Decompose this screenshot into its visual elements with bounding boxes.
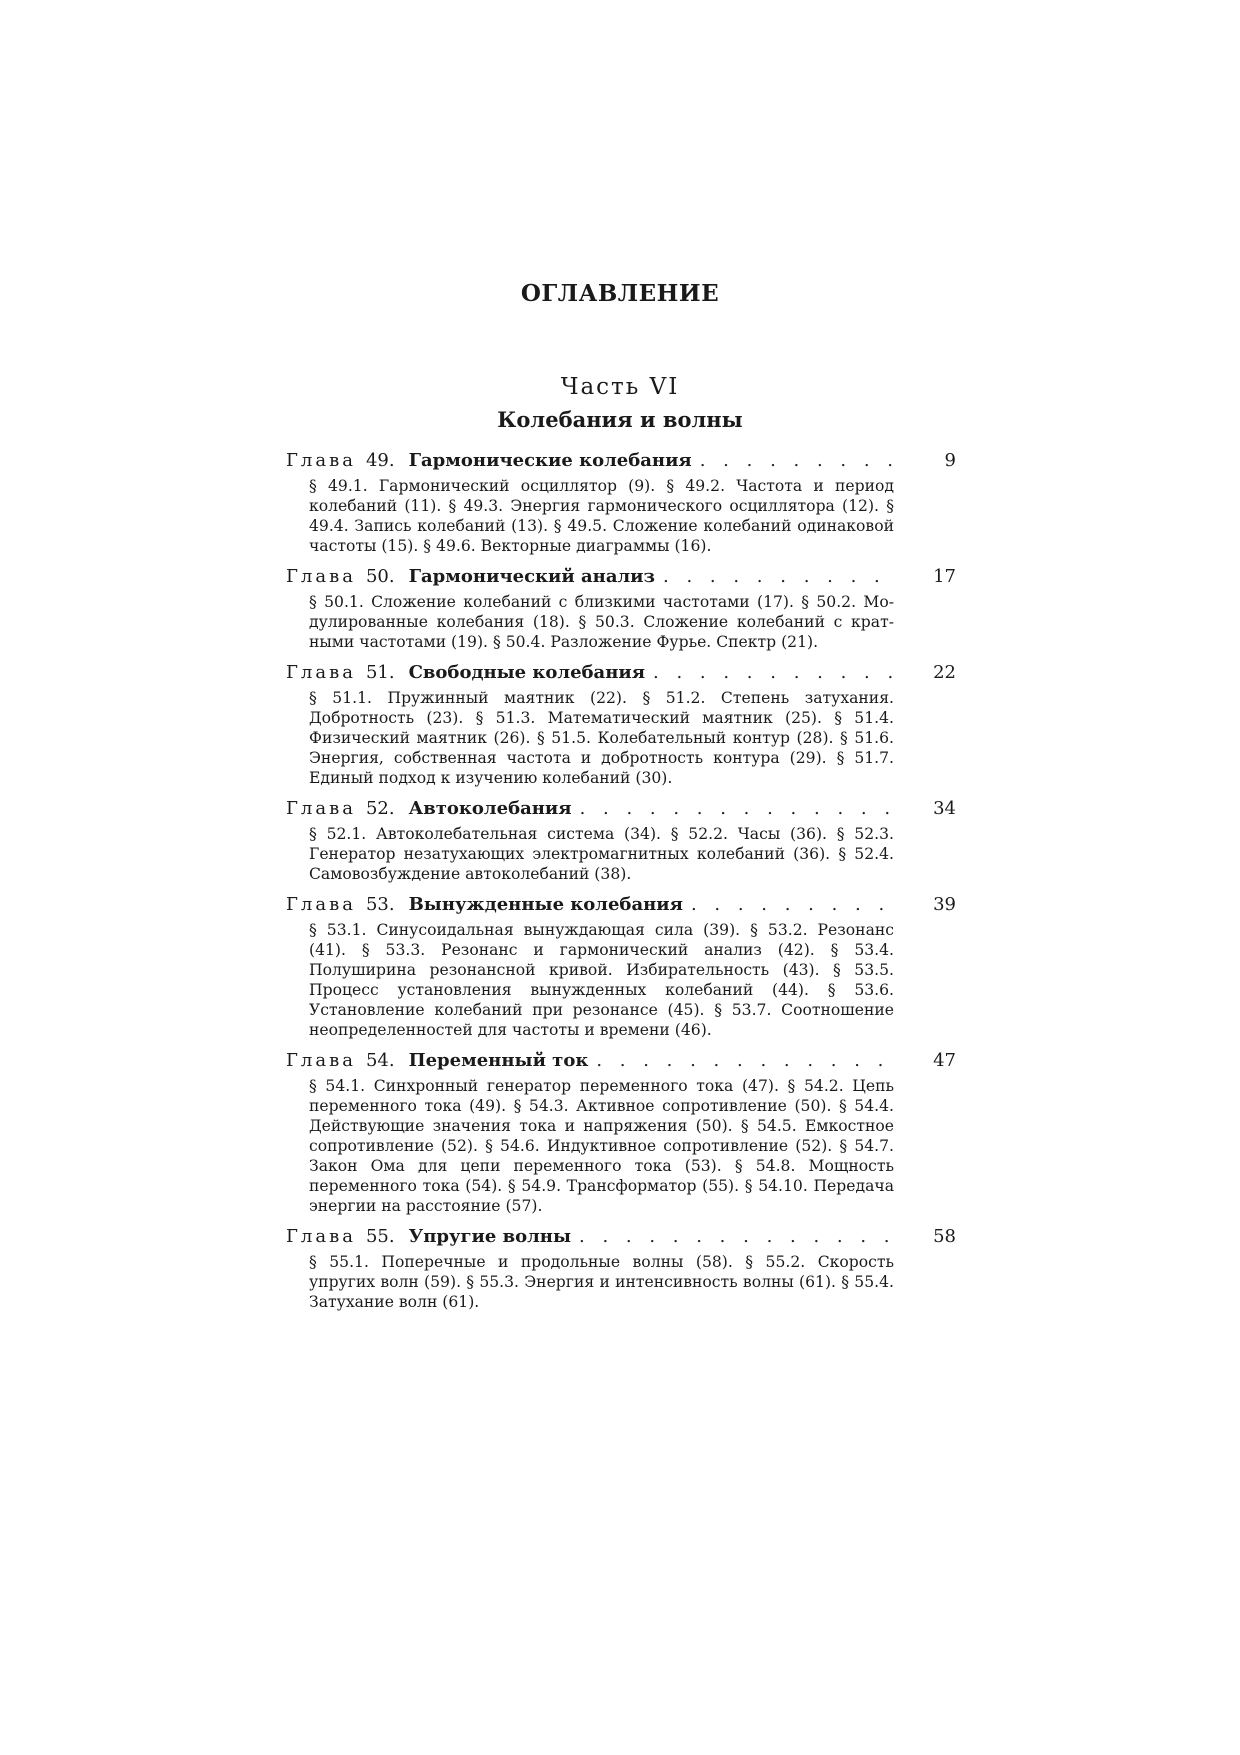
section-list: § 49.1. Гармонический осциллятор (9). § 49.2. Частота и период колебаний (11). § 49.3. Энергия гармонического осциллятора (12). § 49.4. Запись колебаний (13). § 49.5. Сложение колебаний одинаковой частоты (15). § 49.6. Векторные диаграммы (16). xyxy=(309,477,894,555)
chapter-title: Свободные колебания xyxy=(408,662,646,683)
table-of-contents xyxy=(286,448,956,1320)
section-list: § 54.1. Синхронный генератор переменного тока (47). § 54.2. Цепь переменного тока (49). § 54.3. Активное сопротивление (50). § 54.4. Действующие значения тока и напряжения (50). § 54.5. Емкостное сопротивление (52). § 54.6. Индуктивное сопротивление (52). § 54.7. Закон Ома для цепи переменного тока (53). § 54.8. Мощность переменного тока (54). § 54.9. Трансформатор (55). § 54.10. Передача энергии на расстояние (57). xyxy=(309,1077,894,1215)
chapter-heading[interactable] xyxy=(286,1048,956,1074)
chapter-number: 54. xyxy=(365,1050,395,1071)
dot-leader xyxy=(691,892,898,918)
dot-leader xyxy=(596,1048,898,1074)
chapter-50 xyxy=(286,564,956,652)
chapter-page-number: 39 xyxy=(933,894,956,915)
section-list: § 51.1. Пружинный маятник (22). § 51.2. Степень затухания. Добротность (23). § 51.3. Математический маятник (25). § 51.4. Физический маятник (26). § 51.5. Колебательный контур (28). § 51.6. Энергия, собственная частота и добротность контура (29). § 51.7. Единый подход к изучению колебаний (30). xyxy=(309,689,894,787)
section-list: § 55.1. Поперечные и продольные волны (58). § 55.2. Скорость упругих волн (59). § 55.3. Энергия и интенсивность волны (61). § 55.4. Затухание волн (61). xyxy=(309,1253,894,1311)
chapter-title: Вынужденные колебания xyxy=(408,894,683,915)
dot-leader xyxy=(653,660,898,686)
chapter-heading[interactable] xyxy=(286,892,956,918)
chapter-heading[interactable] xyxy=(286,1224,956,1250)
chapter-word: Глава xyxy=(286,894,356,915)
chapter-title: Гармонические колебания xyxy=(408,450,692,471)
chapter-number: 50. xyxy=(365,566,395,587)
chapter-page-number: 9 xyxy=(944,450,956,471)
section-list: § 52.1. Автоколебательная система (34). § 52.2. Часы (36). § 52.3. Генератор незатухающих электромагнитных колебаний (36). § 52.4. Самовозбуждение автоколебаний (38). xyxy=(309,825,894,883)
part-title: Колебания и волны xyxy=(497,407,743,432)
chapter-heading[interactable] xyxy=(286,796,956,822)
chapter-number: 49. xyxy=(365,450,395,471)
chapter-page-number: 47 xyxy=(933,1050,956,1071)
chapter-heading[interactable] xyxy=(286,564,956,590)
chapter-55 xyxy=(286,1224,956,1312)
dot-leader xyxy=(580,796,898,822)
chapter-page-number: 17 xyxy=(933,566,956,587)
chapter-title: Переменный ток xyxy=(408,1050,589,1071)
chapter-heading[interactable] xyxy=(286,448,956,474)
chapter-title: Гармонический анализ xyxy=(408,566,656,587)
chapter-title: Упругие волны xyxy=(408,1226,572,1247)
chapter-word: Глава xyxy=(286,798,356,819)
chapter-page-number: 34 xyxy=(933,798,956,819)
chapter-title: Автоколебания xyxy=(408,798,572,819)
chapter-49 xyxy=(286,448,956,556)
chapter-page-number: 58 xyxy=(933,1226,956,1247)
chapter-number: 55. xyxy=(365,1226,395,1247)
dot-leader xyxy=(700,448,898,474)
chapter-word: Глава xyxy=(286,1050,356,1071)
dot-leader xyxy=(579,1224,898,1250)
chapter-page-number: 22 xyxy=(933,662,956,683)
chapter-51 xyxy=(286,660,956,788)
chapter-number: 51. xyxy=(365,662,395,683)
chapter-number: 53. xyxy=(365,894,395,915)
chapter-53 xyxy=(286,892,956,1040)
chapter-heading[interactable] xyxy=(286,660,956,686)
chapter-54 xyxy=(286,1048,956,1216)
section-list: § 50.1. Сложение колебаний с близкими частотами (17). § 50.2. Модулированные колебания (18). § 50.3. Сложение колебаний с кратными частотами (19). § 50.4. Разложение Фурье. Спектр (21). xyxy=(309,593,894,651)
chapter-word: Глава xyxy=(286,450,356,471)
chapter-word: Глава xyxy=(286,1226,356,1247)
section-list: § 53.1. Синусоидальная вынуждающая сила (39). § 53.2. Резонанс (41). § 53.3. Резонанс и гармонический анализ (42). § 53.4. Полуширина резонансной кривой. Избирательность (43). § 53.5. Процесс установления вынужденных колебаний (44). § 53.6. Установление колебаний при резонансе (45). § 53.7. Соотношение неопределенностей для частоты и времени (46). xyxy=(309,921,894,1039)
part-label: Часть VI xyxy=(560,374,680,400)
chapter-number: 52. xyxy=(365,798,395,819)
chapter-word: Глава xyxy=(286,662,356,683)
page-title: ОГЛАВЛЕНИЕ xyxy=(520,280,720,307)
chapter-word: Глава xyxy=(286,566,356,587)
dot-leader xyxy=(663,564,898,590)
chapter-52 xyxy=(286,796,956,884)
